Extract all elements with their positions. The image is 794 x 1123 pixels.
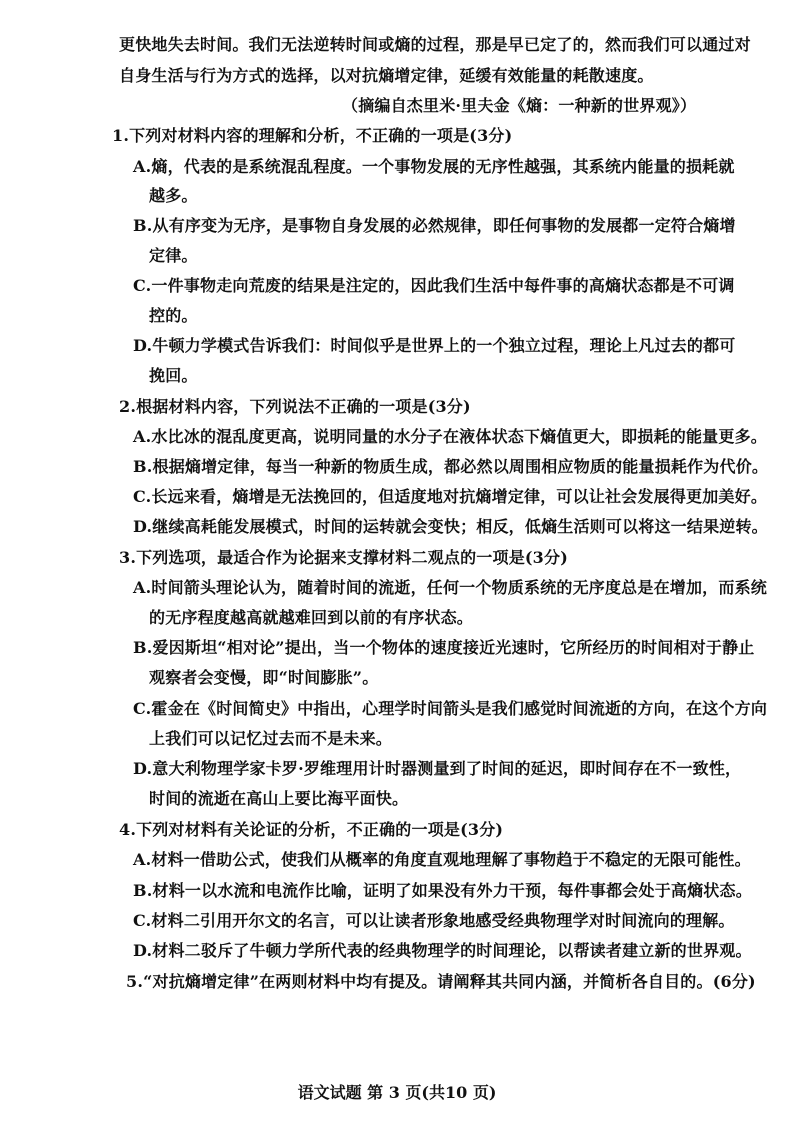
question-2-option-c: C.长远来看，熵增是无法挽回的，但适度地对抗熵增定律，可以让社会发展得更加美好。 bbox=[133, 487, 768, 506]
question-3-option-d-cont: 时间的流逝在高山上要比海平面快。 bbox=[149, 789, 409, 808]
question-3-stem: 3.下列选项，最适合作为论据来支撑材料二观点的一项是(3分) bbox=[119, 548, 568, 567]
question-1-option-b-cont: 定律。 bbox=[149, 246, 198, 265]
question-4-option-b: B.材料一以水流和电流作比喻，证明了如果没有外力干预，每件事都会处于高熵状态。 bbox=[133, 881, 752, 900]
question-2-option-d: D.继续高耗能发展模式，时间的运转就会变快；相反，低熵生活则可以将这一结果逆转。 bbox=[133, 517, 768, 536]
question-1-option-b: B.从有序变为无序，是事物自身发展的必然规律，即任何事物的发展都一定符合熵增 bbox=[133, 216, 736, 235]
question-1-option-a-cont: 越多。 bbox=[149, 186, 198, 205]
question-4-option-c: C.材料二引用开尔文的名言，可以让读者形象地感受经典物理学对时间流向的理解。 bbox=[133, 911, 735, 930]
passage-line: 更快地失去时间。我们无法逆转时间或熵的过程，那是早已定了的，然而我们可以通过对 bbox=[119, 35, 751, 54]
question-1-stem: 1.下列对材料内容的理解和分析，不正确的一项是(3分) bbox=[112, 126, 513, 145]
question-3-option-b: B.爱因斯坦“相对论”提出，当一个物体的速度接近光速时，它所经历的时间相对于静止 bbox=[133, 638, 755, 657]
question-3-option-b-cont: 观察者会变慢，即“时间膨胀”。 bbox=[149, 668, 379, 687]
question-3-option-c-cont: 上我们可以记忆过去而不是未来。 bbox=[149, 729, 393, 748]
passage-source: （摘编自杰里米·里夫金《熵：一种新的世界观》） bbox=[342, 96, 697, 115]
question-2-option-a: A.水比冰的混乱度更高，说明同量的水分子在液体状态下熵值更大，即损耗的能量更多。 bbox=[133, 427, 767, 446]
question-3-option-a-cont: 的无序程度越高就越难回到以前的有序状态。 bbox=[149, 608, 474, 627]
question-1-option-d: D.牛顿力学模式告诉我们：时间似乎是世界上的一个独立过程，理论上凡过去的都可 bbox=[133, 336, 736, 355]
question-3-option-a: A.时间箭头理论认为，随着时间的流逝，任何一个物质系统的无序度总是在增加，而系统 bbox=[133, 578, 767, 597]
question-2-stem: 2.根据材料内容，下列说法不正确的一项是(3分) bbox=[119, 397, 471, 416]
question-3-option-d: D.意大利物理学家卡罗·罗维理用计时器测量到了时间的延迟，即时间存在不一致性， bbox=[133, 759, 742, 778]
question-4-option-a: A.材料一借助公式，使我们从概率的角度直观地理解了事物趋于不稳定的无限可能性。 bbox=[133, 850, 751, 869]
page-footer: 语文试题 第 3 页(共10 页) bbox=[297, 1083, 497, 1102]
question-3-option-c: C.霍金在《时间简史》中指出，心理学时间箭头是我们感觉时间流逝的方向，在这个方向 bbox=[133, 699, 768, 718]
question-4-stem: 4.下列对材料有关论证的分析，不正确的一项是(3分) bbox=[119, 820, 504, 839]
passage-line: 自身生活与行为方式的选择，以对抗熵增定律，延缓有效能量的耗散速度。 bbox=[119, 66, 654, 85]
question-2-option-b: B.根据熵增定律，每当一种新的物质生成，都必然以周围相应物质的能量损耗作为代价。 bbox=[133, 457, 769, 476]
question-5-stem: 5.“对抗熵增定律”在两则材料中均有提及。请阐释其共同内涵，并简析各自目的。(6分) bbox=[126, 972, 756, 991]
question-1-option-c-cont: 控的。 bbox=[149, 306, 198, 325]
question-1-option-a: A.熵，代表的是系统混乱程度。一个事物发展的无序性越强，其系统内能量的损耗就 bbox=[133, 157, 735, 176]
question-1-option-c: C.一件事物走向荒废的结果是注定的，因此我们生活中每件事的高熵状态都是不可调 bbox=[133, 276, 735, 295]
question-4-option-d: D.材料二驳斥了牛顿力学所代表的经典物理学的时间理论，以帮读者建立新的世界观。 bbox=[133, 941, 752, 960]
question-1-option-d-cont: 挽回。 bbox=[149, 366, 198, 385]
